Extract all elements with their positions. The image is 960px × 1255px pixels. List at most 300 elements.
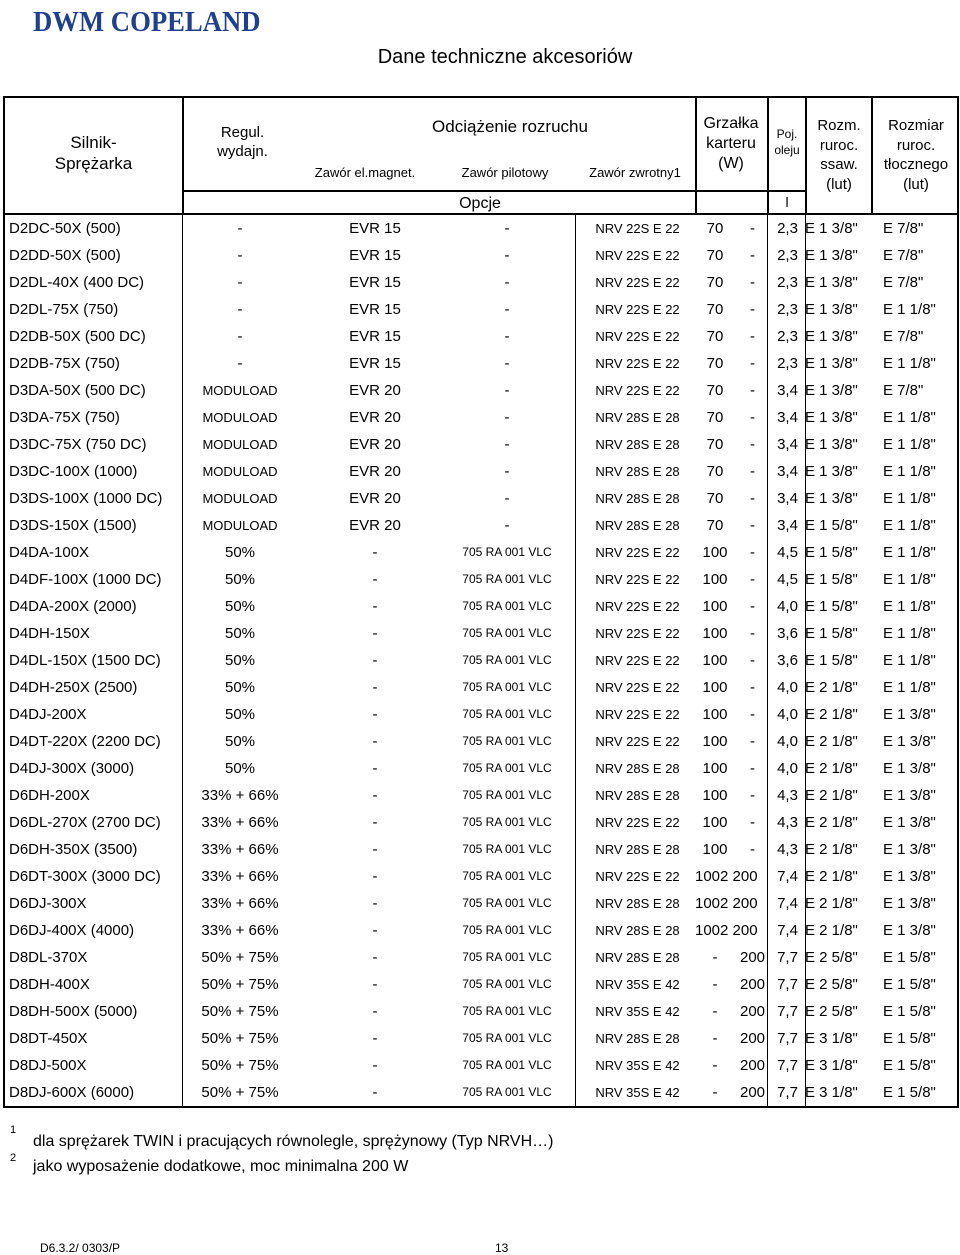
cell-pil: - xyxy=(504,355,510,372)
cell-suc: Ε 2 1/8" xyxy=(805,787,858,804)
cell-nrv: NRV 28S Ε 28 xyxy=(595,896,680,911)
table-row xyxy=(5,1052,957,1079)
cell-reg: 50% + 75% xyxy=(201,1084,279,1101)
cell-oil: 2,3 xyxy=(777,274,798,291)
table-row xyxy=(5,836,957,863)
cell-suc: Ε 2 1/8" xyxy=(805,841,858,858)
cell-dash: - xyxy=(750,517,755,534)
cell-model: D8DJ-600X (6000) xyxy=(9,1084,135,1101)
cell-nrv: NRV 28S Ε 28 xyxy=(595,410,680,425)
cell-nrv: NRV 35S Ε 42 xyxy=(595,1085,680,1100)
cell-w: - xyxy=(712,1030,718,1047)
cell-dis: Ε 1 1/8" xyxy=(883,571,936,588)
cell-evr: - xyxy=(372,949,378,966)
cell-pil: - xyxy=(504,517,510,534)
cell-model: D2DB-75X (750) xyxy=(9,355,120,372)
table-row xyxy=(5,1025,957,1052)
cell-suc: Ε 2 5/8" xyxy=(805,949,858,966)
cell-dis: Ε 7/8" xyxy=(883,382,924,399)
cell-dis: Ε 1 1/8" xyxy=(883,436,936,453)
cell-pil: 705 RA 001 VLC xyxy=(462,869,552,883)
cell-reg: MODULOAD xyxy=(202,464,278,479)
table-row xyxy=(5,809,957,836)
cell-suc: Ε 2 5/8" xyxy=(805,1003,858,1020)
cell-reg: - xyxy=(237,274,243,291)
cell-suc: Ε 1 3/8" xyxy=(805,490,858,507)
cell-evr: - xyxy=(372,625,378,642)
cell-nrv: NRV 22S Ε 22 xyxy=(595,626,680,641)
cell-pil: 705 RA 001 VLC xyxy=(462,626,552,640)
cell-pil: 705 RA 001 VLC xyxy=(462,545,552,559)
cell-evr: - xyxy=(372,841,378,858)
cell-pil: 705 RA 001 VLC xyxy=(462,653,552,667)
cell-nrv: NRV 28S Ε 28 xyxy=(595,842,680,857)
table-row xyxy=(5,647,957,674)
cell-oil: 4,0 xyxy=(777,706,798,723)
cell-evr: EVR 20 xyxy=(349,463,401,480)
cell-reg: - xyxy=(237,247,243,264)
table-row xyxy=(5,377,957,404)
cell-nrv: NRV 22S Ε 22 xyxy=(595,734,680,749)
cell-nrv: NRV 28S Ε 28 xyxy=(595,761,680,776)
cell-oil: 3,6 xyxy=(777,652,798,669)
cell-oil: 4,3 xyxy=(777,814,798,831)
cell-dis: Ε 1 1/8" xyxy=(883,517,936,534)
cell-model: D2DC-50X (500) xyxy=(9,220,121,237)
cell-dis: Ε 1 3/8" xyxy=(883,841,936,858)
cell-oil: 2,3 xyxy=(777,355,798,372)
cell-nrv: NRV 22S Ε 22 xyxy=(595,383,680,398)
header-poj-unit: l xyxy=(785,194,789,210)
cell-w: 70 xyxy=(706,355,724,372)
cell-dash: 200 xyxy=(740,949,766,966)
cell-dash: - xyxy=(750,760,755,777)
cell-reg: 50% xyxy=(224,679,256,696)
table-row xyxy=(5,890,957,917)
header-regul: Regul. wydajn. xyxy=(217,124,268,160)
cell-nrv: NRV 28S Ε 28 xyxy=(595,1031,680,1046)
cell-evr: - xyxy=(372,868,378,885)
cell-model: D4DH-250X (2500) xyxy=(9,679,138,696)
cell-evr: - xyxy=(372,1003,378,1020)
cell-model: D4DJ-200X xyxy=(9,706,87,723)
cell-reg: - xyxy=(237,355,243,372)
cell-reg: 50% xyxy=(224,652,256,669)
cell-dis: Ε 1 5/8" xyxy=(883,1057,936,1074)
table-row xyxy=(5,431,957,458)
cell-oil: 4,0 xyxy=(777,679,798,696)
cell-model: D8DL-370X xyxy=(9,949,88,966)
cell-dis: Ε 1 3/8" xyxy=(883,922,936,939)
table-row xyxy=(5,674,957,701)
cell-suc: Ε 1 5/8" xyxy=(805,652,858,669)
cell-dis: Ε 1 3/8" xyxy=(883,814,936,831)
cell-dash: - xyxy=(750,598,755,615)
cell-reg: 50% xyxy=(224,760,256,777)
cell-dis: Ε 1 3/8" xyxy=(883,733,936,750)
cell-nrv: NRV 22S Ε 22 xyxy=(595,869,680,884)
cell-model: D8DJ-500X xyxy=(9,1057,87,1074)
cell-reg: 50% + 75% xyxy=(201,1003,279,1020)
cell-evr: - xyxy=(372,571,378,588)
cell-reg: MODULOAD xyxy=(202,410,278,425)
cell-model: D3DC-100X (1000) xyxy=(9,463,138,480)
table-row xyxy=(5,269,957,296)
cell-oil: 7,7 xyxy=(777,1084,798,1101)
cell-reg: 33% + 66% xyxy=(201,868,279,885)
cell-suc: Ε 2 1/8" xyxy=(805,679,858,696)
cell-oil: 3,6 xyxy=(777,625,798,642)
cell-w: 100 xyxy=(702,571,728,588)
cell-w: 70 xyxy=(706,490,724,507)
cell-model: D8DH-400X xyxy=(9,976,90,993)
cell-dis: Ε 7/8" xyxy=(883,328,924,345)
header-odciazenie: Odciążenie rozruchu xyxy=(432,117,588,136)
cell-pil: - xyxy=(504,490,510,507)
cell-dis: Ε 1 3/8" xyxy=(883,895,936,912)
cell-model: D8DH-500X (5000) xyxy=(9,1003,138,1020)
table-row xyxy=(5,998,957,1025)
cell-model: D6DJ-300X xyxy=(9,895,87,912)
cell-evr: EVR 20 xyxy=(349,409,401,426)
cell-w: 70 xyxy=(706,247,724,264)
cell-suc: Ε 2 1/8" xyxy=(805,868,858,885)
cell-dis: Ε 1 1/8" xyxy=(883,679,936,696)
cell-w: 1002 200 xyxy=(695,895,758,912)
table-row xyxy=(5,755,957,782)
cell-pil: 705 RA 001 VLC xyxy=(462,599,552,613)
cell-suc: Ε 2 1/8" xyxy=(805,895,858,912)
cell-dash xyxy=(740,917,765,944)
header-rozmiar: Rozmiar ruroc. tłocznego (lut) xyxy=(883,117,949,193)
cell-nrv: NRV 22S Ε 22 xyxy=(595,599,680,614)
cell-suc: Ε 1 3/8" xyxy=(805,409,858,426)
cell-dash: 200 xyxy=(740,1030,766,1047)
cell-nrv: NRV 22S Ε 22 xyxy=(595,653,680,668)
cell-evr: EVR 20 xyxy=(349,517,401,534)
cell-nrv: NRV 22S Ε 22 xyxy=(595,302,680,317)
cell-dash: - xyxy=(750,301,755,318)
table-row xyxy=(5,296,957,323)
cell-dash xyxy=(740,863,765,890)
cell-oil: 4,0 xyxy=(777,733,798,750)
company-logo: DWM COPELAND xyxy=(33,6,261,38)
cell-model: D4DF-100X (1000 DC) xyxy=(9,571,162,588)
table-header xyxy=(3,96,959,215)
document-code: D6.3.2/ 0303/P xyxy=(40,1241,121,1255)
cell-pil: - xyxy=(504,247,510,264)
header-rozm: Rozm. ruroc. ssaw. (lut) xyxy=(817,117,861,193)
cell-model: D2DD-50X (500) xyxy=(9,247,121,264)
table-row xyxy=(5,539,957,566)
cell-oil: 7,4 xyxy=(777,868,798,885)
cell-oil: 4,5 xyxy=(777,571,798,588)
cell-reg: - xyxy=(237,328,243,345)
cell-evr: - xyxy=(372,706,378,723)
cell-pil: 705 RA 001 VLC xyxy=(462,923,552,937)
cell-suc: Ε 1 5/8" xyxy=(805,571,858,588)
cell-oil: 7,7 xyxy=(777,1003,798,1020)
cell-model: D3DA-75X (750) xyxy=(9,409,120,426)
cell-w: 100 xyxy=(702,733,728,750)
cell-oil: 7,4 xyxy=(777,895,798,912)
cell-w: - xyxy=(712,1057,718,1074)
cell-pil: 705 RA 001 VLC xyxy=(462,788,552,802)
cell-w: - xyxy=(712,1003,718,1020)
cell-model: D4DJ-300X (3000) xyxy=(9,760,135,777)
cell-w: 70 xyxy=(706,274,724,291)
cell-oil: 2,3 xyxy=(777,301,798,318)
cell-nrv: NRV 22S Ε 22 xyxy=(595,680,680,695)
cell-dash: - xyxy=(750,409,755,426)
cell-suc: Ε 1 3/8" xyxy=(805,436,858,453)
cell-pil: 705 RA 001 VLC xyxy=(462,977,552,991)
cell-w: - xyxy=(712,976,718,993)
cell-oil: 4,3 xyxy=(777,841,798,858)
cell-nrv: NRV 28S Ε 28 xyxy=(595,518,680,533)
cell-model: D3DC-75X (750 DC) xyxy=(9,436,147,453)
cell-dash: - xyxy=(750,490,755,507)
cell-w: 100 xyxy=(702,679,728,696)
cell-evr: - xyxy=(372,814,378,831)
cell-reg: 33% + 66% xyxy=(201,841,279,858)
cell-w: - xyxy=(712,1084,718,1101)
cell-evr: EVR 20 xyxy=(349,436,401,453)
page-title: Dane techniczne akcesoriów xyxy=(377,46,633,68)
cell-reg: 50% + 75% xyxy=(201,1057,279,1074)
header-zawor-el: Zawór el.magnet. xyxy=(314,165,416,180)
cell-evr: - xyxy=(372,679,378,696)
cell-pil: - xyxy=(504,220,510,237)
cell-oil: 3,4 xyxy=(777,490,798,507)
cell-model: D4DL-150X (1500 DC) xyxy=(9,652,161,669)
cell-dis: Ε 1 1/8" xyxy=(883,409,936,426)
cell-dash: 200 xyxy=(740,1057,766,1074)
cell-oil: 4,5 xyxy=(777,544,798,561)
table-row xyxy=(5,215,957,242)
cell-nrv: NRV 28S Ε 28 xyxy=(595,464,680,479)
cell-reg: 50% xyxy=(224,733,256,750)
cell-w: 100 xyxy=(702,787,728,804)
cell-nrv: NRV 35S Ε 42 xyxy=(595,1004,680,1019)
cell-oil: 3,4 xyxy=(777,382,798,399)
cell-nrv: NRV 22S Ε 22 xyxy=(595,248,680,263)
cell-nrv: NRV 22S Ε 22 xyxy=(595,545,680,560)
cell-suc: Ε 2 1/8" xyxy=(805,814,858,831)
cell-dis: Ε 1 1/8" xyxy=(883,544,936,561)
cell-pil: 705 RA 001 VLC xyxy=(462,707,552,721)
table-row xyxy=(5,350,957,377)
cell-dis: Ε 7/8" xyxy=(883,220,924,237)
cell-suc: Ε 1 3/8" xyxy=(805,382,858,399)
cell-dis: Ε 1 1/8" xyxy=(883,463,936,480)
cell-w: 70 xyxy=(706,463,724,480)
cell-dis: Ε 1 3/8" xyxy=(883,787,936,804)
cell-oil: 3,4 xyxy=(777,463,798,480)
cell-evr: - xyxy=(372,1030,378,1047)
cell-w: 100 xyxy=(702,625,728,642)
cell-evr: EVR 15 xyxy=(349,247,401,264)
cell-pil: 705 RA 001 VLC xyxy=(462,680,552,694)
cell-nrv: NRV 22S Ε 22 xyxy=(595,572,680,587)
table-row xyxy=(5,404,957,431)
cell-dis: Ε 1 1/8" xyxy=(883,355,936,372)
cell-suc: Ε 1 3/8" xyxy=(805,301,858,318)
cell-pil: 705 RA 001 VLC xyxy=(462,950,552,964)
cell-evr: - xyxy=(372,544,378,561)
table-row xyxy=(5,917,957,944)
table-row xyxy=(5,944,957,971)
cell-model: D4DA-100X xyxy=(9,544,90,561)
cell-evr: - xyxy=(372,1057,378,1074)
cell-pil: 705 RA 001 VLC xyxy=(462,572,552,586)
header-poj: Poj. oleju xyxy=(774,127,800,158)
cell-model: D2DL-75X (750) xyxy=(9,301,119,318)
cell-dash: - xyxy=(750,706,755,723)
cell-dis: Ε 1 5/8" xyxy=(883,949,936,966)
cell-pil: 705 RA 001 VLC xyxy=(462,1031,552,1045)
table-row xyxy=(5,620,957,647)
cell-pil: 705 RA 001 VLC xyxy=(462,1085,552,1099)
cell-evr: - xyxy=(372,976,378,993)
cell-model: D6DJ-400X (4000) xyxy=(9,922,135,939)
cell-suc: Ε 3 1/8" xyxy=(805,1057,858,1074)
cell-dash: - xyxy=(750,355,755,372)
cell-evr: EVR 15 xyxy=(349,328,401,345)
cell-dash: 200 xyxy=(740,1084,766,1101)
cell-suc: Ε 1 3/8" xyxy=(805,274,858,291)
cell-suc: Ε 1 3/8" xyxy=(805,355,858,372)
cell-reg: MODULOAD xyxy=(202,518,278,533)
cell-dis: Ε 1 3/8" xyxy=(883,760,936,777)
cell-model: D3DA-50X (500 DC) xyxy=(9,382,146,399)
cell-nrv: NRV 22S Ε 22 xyxy=(595,329,680,344)
cell-nrv: NRV 22S Ε 22 xyxy=(595,221,680,236)
cell-pil: 705 RA 001 VLC xyxy=(462,1058,552,1072)
cell-nrv: NRV 28S Ε 28 xyxy=(595,491,680,506)
cell-nrv: NRV 28S Ε 28 xyxy=(595,950,680,965)
cell-dis: Ε 1 1/8" xyxy=(883,598,936,615)
cell-dash xyxy=(740,890,765,917)
cell-nrv: NRV 35S Ε 42 xyxy=(595,1058,680,1073)
cell-suc: Ε 2 1/8" xyxy=(805,706,858,723)
cell-w: 70 xyxy=(706,436,724,453)
cell-evr: - xyxy=(372,1084,378,1101)
cell-dash: - xyxy=(750,679,755,696)
cell-dash: - xyxy=(750,274,755,291)
cell-dash: - xyxy=(750,841,755,858)
cell-w: 100 xyxy=(702,706,728,723)
header-grzalka: Grzałka karteru (W) xyxy=(703,115,759,172)
footnote-number: 1 xyxy=(10,1124,17,1136)
cell-w: 100 xyxy=(702,760,728,777)
cell-oil: 4,0 xyxy=(777,760,798,777)
cell-pil: 705 RA 001 VLC xyxy=(462,896,552,910)
cell-pil: - xyxy=(504,274,510,291)
cell-reg: MODULOAD xyxy=(202,383,278,398)
cell-pil: 705 RA 001 VLC xyxy=(462,734,552,748)
footnote-2: jako wyposażenie dodatkowe, moc minimalna 200 W xyxy=(33,1158,409,1175)
table-row xyxy=(5,1079,957,1106)
cell-reg: 50% xyxy=(224,571,256,588)
cell-dis: Ε 1 3/8" xyxy=(883,868,936,885)
footnote-number: 2 xyxy=(10,1152,17,1164)
cell-w: - xyxy=(712,949,718,966)
cell-reg: 50% xyxy=(224,598,256,615)
cell-reg: 50% xyxy=(224,625,256,642)
table-row xyxy=(5,863,957,890)
cell-dash: - xyxy=(750,436,755,453)
cell-dash: - xyxy=(750,220,755,237)
cell-suc: Ε 3 1/8" xyxy=(805,1030,858,1047)
cell-dis: Ε 1 1/8" xyxy=(883,625,936,642)
cell-evr: - xyxy=(372,760,378,777)
cell-suc: Ε 1 3/8" xyxy=(805,220,858,237)
cell-w: 1002 200 xyxy=(695,922,758,939)
cell-w: 70 xyxy=(706,220,724,237)
cell-oil: 4,3 xyxy=(777,787,798,804)
cell-w: 100 xyxy=(702,814,728,831)
cell-nrv: NRV 22S Ε 22 xyxy=(595,275,680,290)
cell-model: D6DL-270X (2700 DC) xyxy=(9,814,161,831)
table-row xyxy=(5,323,957,350)
cell-oil: 7,7 xyxy=(777,1030,798,1047)
cell-dash: - xyxy=(750,382,755,399)
cell-dis: Ε 1 5/8" xyxy=(883,1084,936,1101)
cell-model: D4DH-150X xyxy=(9,625,90,642)
cell-pil: - xyxy=(504,301,510,318)
cell-reg: 33% + 66% xyxy=(201,895,279,912)
cell-evr: EVR 15 xyxy=(349,274,401,291)
cell-nrv: NRV 28S Ε 28 xyxy=(595,437,680,452)
page-number: 13 xyxy=(495,1241,509,1255)
cell-oil: 4,0 xyxy=(777,598,798,615)
cell-pil: - xyxy=(504,463,510,480)
cell-pil: 705 RA 001 VLC xyxy=(462,1004,552,1018)
cell-pil: 705 RA 001 VLC xyxy=(462,842,552,856)
cell-dis: Ε 1 5/8" xyxy=(883,1003,936,1020)
cell-dash: - xyxy=(750,247,755,264)
cell-evr: EVR 15 xyxy=(349,220,401,237)
cell-w: 70 xyxy=(706,409,724,426)
cell-oil: 2,3 xyxy=(777,328,798,345)
table-row xyxy=(5,512,957,539)
cell-pil: 705 RA 001 VLC xyxy=(462,761,552,775)
cell-reg: MODULOAD xyxy=(202,437,278,452)
cell-dis: Ε 7/8" xyxy=(883,247,924,264)
cell-evr: EVR 20 xyxy=(349,490,401,507)
table-row xyxy=(5,458,957,485)
cell-model: D4DT-220X (2200 DC) xyxy=(9,733,161,750)
cell-dash: - xyxy=(750,787,755,804)
cell-evr: EVR 20 xyxy=(349,382,401,399)
cell-dis: Ε 7/8" xyxy=(883,274,924,291)
cell-dash: 200 xyxy=(740,976,766,993)
cell-pil: - xyxy=(504,382,510,399)
table-row xyxy=(5,782,957,809)
cell-evr: - xyxy=(372,598,378,615)
cell-w: 70 xyxy=(706,517,724,534)
cell-w: 70 xyxy=(706,382,724,399)
cell-pil: - xyxy=(504,436,510,453)
table-row xyxy=(5,728,957,755)
cell-dash: - xyxy=(750,652,755,669)
header-opcje: Opcje xyxy=(459,195,501,212)
cell-dash: - xyxy=(750,544,755,561)
cell-nrv: NRV 22S Ε 22 xyxy=(595,356,680,371)
cell-model: D6DT-300X (3000 DC) xyxy=(9,868,161,885)
cell-reg: 50% + 75% xyxy=(201,1030,279,1047)
